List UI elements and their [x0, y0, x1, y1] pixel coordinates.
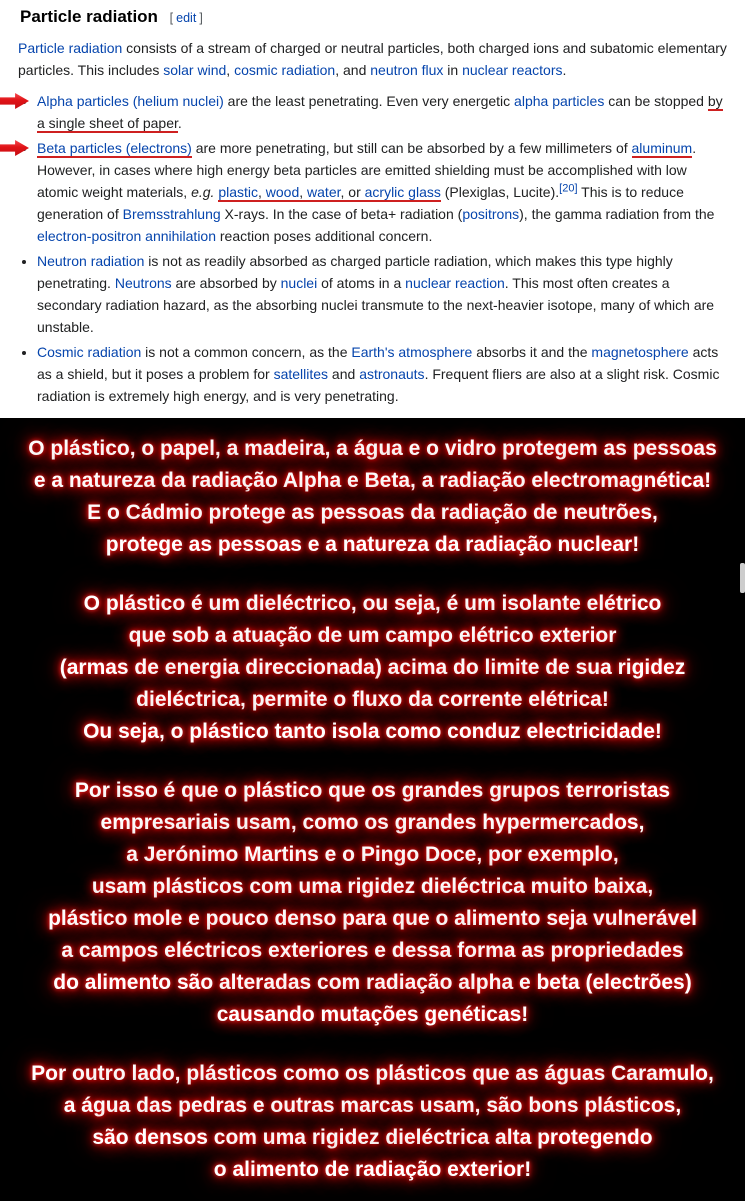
- annotation-line: e a natureza da radiação Alpha e Beta, a radiação electromagnética!: [33, 469, 712, 492]
- red-underlined-text: ,: [299, 184, 308, 200]
- red-underlined-text: by a single sheet of paper: [37, 93, 723, 131]
- italic-text: e.g.: [191, 184, 215, 200]
- wiki-link[interactable]: neutron flux: [370, 62, 444, 78]
- wiki-link[interactable]: magnetosphere: [591, 344, 689, 360]
- wiki-link[interactable]: astronauts: [359, 366, 425, 382]
- wiki-link[interactable]: nuclear reactors: [462, 62, 563, 78]
- wiki-link[interactable]: Cosmic radiation: [37, 344, 142, 360]
- wiki-link[interactable]: cosmic radiation: [234, 62, 336, 78]
- annotation-line: O plástico, o papel, a madeira, a água e o vidro protegem as pessoas: [28, 437, 717, 460]
- red-arrow-icon: [0, 140, 29, 156]
- text-run: in: [443, 62, 463, 78]
- annotation-line: dieléctrica, permite o fluxo da corrente elétrica!: [136, 688, 609, 711]
- text-run: of atoms in a: [317, 275, 406, 291]
- text-run: . However, in cases where high energy beta particles are emitted shielding must be accomplished with low atomic weight materials,: [37, 140, 697, 200]
- annotation-line: Por isso é que o plástico que os grandes grupos terroristas: [74, 779, 671, 802]
- wiki-link-underlined[interactable]: water: [307, 184, 341, 200]
- text-run: , and: [335, 62, 371, 78]
- text-run: are absorbed by: [171, 275, 281, 291]
- annotation-line: que sob a atuação de um campo elétrico exterior: [128, 624, 617, 647]
- annotation-line: causando mutações genéticas!: [216, 1003, 529, 1026]
- annotation-line: (armas de energia direccionada) acima do limite de sua rigidez: [59, 656, 686, 679]
- wiki-link-underlined[interactable]: acrylic glass: [364, 184, 441, 200]
- reference-superscript: [559, 182, 577, 194]
- section-heading: [20, 6, 727, 29]
- wiki-link[interactable]: Earth's atmosphere: [351, 344, 473, 360]
- annotation-block: [0, 1058, 745, 1186]
- wiki-link[interactable]: nuclear reaction: [405, 275, 505, 291]
- text-run: reaction poses additional concern.: [216, 228, 433, 244]
- wiki-link[interactable]: solar wind: [163, 62, 227, 78]
- red-underlined-text: ,: [258, 184, 266, 200]
- wiki-link-underlined[interactable]: wood: [265, 184, 300, 200]
- text-run: . This most often creates a secondary radiation hazard, as the absorbing nuclei transmute to the next-heavier isotope, many of which are unstable.: [37, 275, 715, 335]
- annotation-block: [0, 433, 745, 561]
- text-run: .: [562, 62, 567, 78]
- annotation-line: Por outro lado, plásticos como os plásticos que as águas Caramulo,: [31, 1062, 714, 1085]
- text-run: acts as a shield, but it poses a problem for: [37, 344, 719, 382]
- wiki-link-underlined[interactable]: plastic: [218, 184, 258, 200]
- annotation-line: E o Cádmio protege as pessoas da radiação de neutrões,: [87, 501, 658, 524]
- red-underlined-text: , or: [340, 184, 365, 200]
- annotation-line: usam plásticos com uma rigidez dieléctrica muito baixa,: [91, 875, 654, 898]
- intro-paragraph: [18, 37, 727, 81]
- wiki-link[interactable]: positrons: [462, 206, 520, 222]
- text-run: X-rays. In the case of beta+ radiation (: [220, 206, 463, 222]
- text-run: ,: [226, 62, 235, 78]
- annotation-line: protege as pessoas e a natureza da radiação nuclear!: [105, 533, 640, 556]
- annotation-line: O plástico é um dieléctrico, ou seja, é um isolante elétrico: [83, 592, 662, 615]
- annotation-line: a Jerónimo Martins e o Pingo Doce, por exemplo,: [126, 843, 619, 866]
- text-run: .: [177, 115, 182, 131]
- annotation-line: a água das pedras e outras marcas usam, são bons plásticos,: [63, 1094, 682, 1117]
- annotation-line: do alimento são alteradas com radiação alpha e beta (electrões): [53, 971, 692, 994]
- annotation-line: Ou seja, o plástico tanto isola como conduz electricidade!: [83, 720, 662, 743]
- text-run: ), the gamma radiation from the: [519, 206, 715, 222]
- annotation-line: plástico mole e pouco denso para que o alimento seja vulnerável: [48, 907, 697, 930]
- annotation-block: [0, 588, 745, 748]
- wiki-link[interactable]: Particle radiation: [18, 40, 123, 56]
- text-run: consists of a stream of charged or neutral particles, both charged ions and subatomic elementary particles. This includes: [18, 40, 727, 78]
- wiki-link[interactable]: Alpha particles (helium nuclei): [37, 93, 224, 109]
- wiki-link[interactable]: nuclei: [280, 275, 318, 291]
- page-title: Particle radiation: [20, 7, 158, 26]
- text-run: absorbs it and the: [472, 344, 592, 360]
- annotation-line: a campos eléctricos exteriores e dessa forma as propriedades: [61, 939, 684, 962]
- annotation-panel: [0, 418, 745, 1201]
- annotation-line: são densos com uma rigidez dieléctrica alta protegendo: [92, 1126, 653, 1149]
- wiki-link[interactable]: satellites: [273, 366, 329, 382]
- edit-bracket-close: ]: [199, 11, 203, 25]
- wiki-link-underlined[interactable]: Beta particles (electrons): [37, 140, 192, 156]
- annotation-line: empresariais usam, como os grandes hypermercados,: [100, 811, 645, 834]
- wiki-link[interactable]: Neutron radiation: [37, 253, 145, 269]
- annotation-block: [0, 775, 745, 1031]
- text-run: is not as readily absorbed as charged particle radiation, which makes this type highly penetrating.: [37, 253, 673, 291]
- reference-link[interactable]: [20]: [559, 182, 578, 195]
- bullet-list: [18, 90, 727, 407]
- edit-link[interactable]: edit: [176, 11, 197, 25]
- text-run: This is to reduce generation of: [37, 184, 684, 222]
- bullet-item: [37, 250, 727, 338]
- text-run: are more penetrating, but still can be absorbed by a few millimeters of: [191, 140, 632, 156]
- text-run: is not a common concern, as the: [141, 344, 352, 360]
- wiki-link[interactable]: Neutrons: [114, 275, 172, 291]
- annotation-line: o alimento de radiação exterior!: [213, 1158, 532, 1181]
- red-arrow-icon: [0, 93, 29, 109]
- bullet-item: [37, 341, 727, 407]
- wiki-article-section: [0, 0, 745, 418]
- text-run: and: [328, 366, 360, 382]
- wiki-link[interactable]: Bremsstrahlung: [122, 206, 221, 222]
- text-run: can be stopped: [604, 93, 708, 109]
- text-run: (Plexiglas, Lucite).: [440, 184, 560, 200]
- scrollbar-thumb[interactable]: [740, 563, 745, 593]
- wiki-link[interactable]: electron-positron annihilation: [37, 228, 216, 244]
- bullet-item: [37, 90, 727, 134]
- edit-section: [170, 11, 203, 25]
- edit-bracket-open: [: [169, 11, 174, 25]
- bullet-item: [37, 137, 727, 247]
- text-run: . Frequent fliers are also at a slight risk. Cosmic radiation is extremely high energy, and is very penetrating.: [37, 366, 720, 404]
- text-run: are the least penetrating. Even very energetic: [223, 93, 515, 109]
- wiki-link-underlined[interactable]: aluminum: [631, 140, 693, 156]
- wiki-link[interactable]: alpha particles: [514, 93, 605, 109]
